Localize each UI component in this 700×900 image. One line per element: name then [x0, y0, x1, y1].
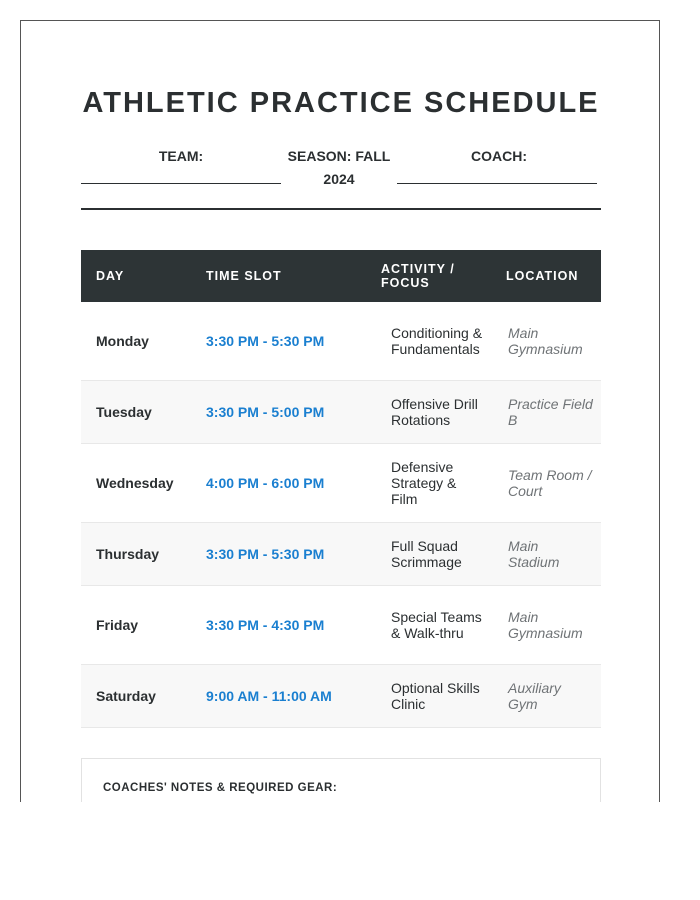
team-field	[81, 145, 281, 184]
day-cell: Friday	[81, 586, 191, 665]
coach-blank-line	[397, 176, 597, 184]
header-divider	[81, 208, 601, 210]
column-header-day: DAY	[81, 250, 191, 302]
coaches-notes-box	[81, 758, 601, 802]
team-blank-line	[81, 176, 281, 184]
team-label: TEAM:	[158, 148, 204, 164]
location-cell: Auxiliary Gym	[493, 665, 601, 728]
activity-cell: Conditioning & Fundamentals	[376, 302, 493, 381]
time-cell: 9:00 AM - 11:00 AM	[191, 665, 376, 728]
day-cell: Monday	[81, 302, 191, 381]
notes-title: COACHES' NOTES & REQUIRED GEAR:	[103, 782, 338, 794]
table-row	[81, 586, 601, 665]
location-cell: Main Gymnasium	[493, 302, 601, 381]
table-row	[81, 302, 601, 381]
column-header-activity: ACTIVITY / FOCUS	[376, 250, 493, 302]
column-header-location: LOCATION	[493, 250, 601, 302]
table-row	[81, 665, 601, 728]
activity-cell: Defensive Strategy & Film	[376, 444, 493, 523]
coach-field	[397, 145, 601, 184]
schedule-table	[81, 250, 601, 728]
coach-label: COACH:	[471, 148, 527, 164]
season-field: SEASON: FALL 2024	[287, 148, 391, 187]
time-cell: 4:00 PM - 6:00 PM	[191, 444, 376, 523]
time-cell: 3:30 PM - 5:30 PM	[191, 302, 376, 381]
table-row	[81, 381, 601, 444]
table-row	[81, 444, 601, 523]
activity-cell: Special Teams & Walk-thru	[376, 586, 493, 665]
table-row	[81, 523, 601, 586]
day-cell: Saturday	[81, 665, 191, 728]
page-title: ATHLETIC PRACTICE SCHEDULE	[82, 87, 600, 119]
time-cell: 3:30 PM - 5:00 PM	[191, 381, 376, 444]
activity-cell: Offensive Drill Rotations	[376, 381, 493, 444]
location-cell: Team Room / Court	[493, 444, 601, 523]
day-cell: Wednesday	[81, 444, 191, 523]
location-cell: Main Stadium	[493, 523, 601, 586]
location-cell: Practice Field B	[493, 381, 601, 444]
schedule-meta	[81, 145, 601, 201]
location-cell: Main Gymnasium	[493, 586, 601, 665]
day-cell: Thursday	[81, 523, 191, 586]
day-cell: Tuesday	[81, 381, 191, 444]
time-cell: 3:30 PM - 4:30 PM	[191, 586, 376, 665]
table-header-row	[81, 250, 601, 302]
schedule-document	[20, 20, 660, 802]
activity-cell: Optional Skills Clinic	[376, 665, 493, 728]
activity-cell: Full Squad Scrimmage	[376, 523, 493, 586]
time-cell: 3:30 PM - 5:30 PM	[191, 523, 376, 586]
column-header-time-slot: TIME SLOT	[191, 250, 376, 302]
